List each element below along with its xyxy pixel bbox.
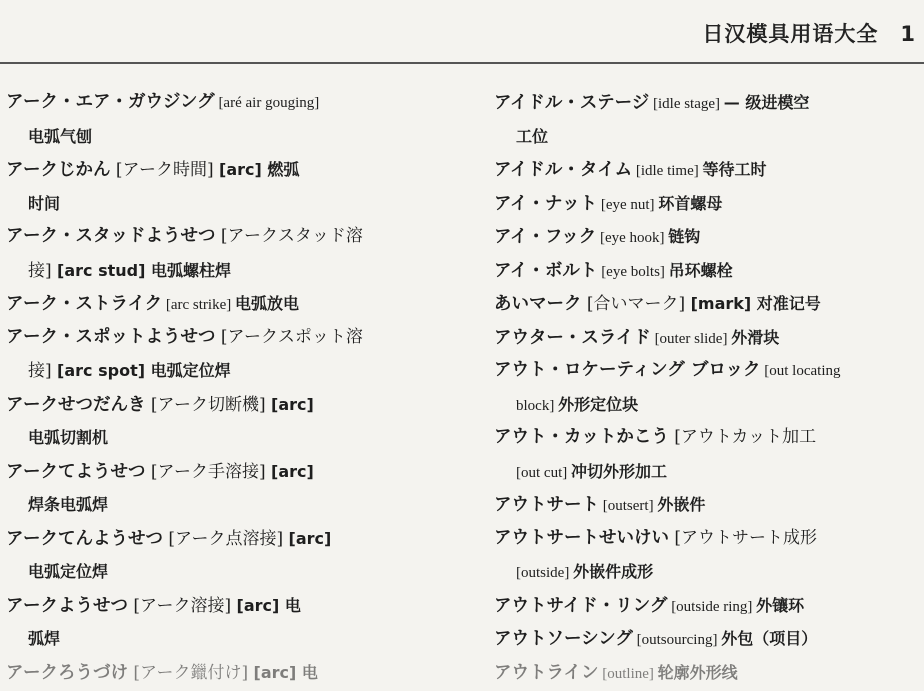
entry-translation: [mark] 对准记号 bbox=[690, 294, 821, 313]
entry-translation: 外镶环 bbox=[756, 595, 805, 615]
entry-headword: アウト・ロケーティング ブロック bbox=[494, 360, 761, 380]
entry-line bbox=[494, 455, 924, 489]
entry-english: [out locating bbox=[760, 363, 841, 379]
entry-english: [eye hook] bbox=[596, 230, 669, 246]
entry-line bbox=[6, 120, 456, 154]
entry-kanji: [アウトカット加工 bbox=[668, 427, 817, 447]
entry-line bbox=[494, 86, 924, 120]
entry-translation: [arc] 燃弧 bbox=[219, 160, 300, 179]
entry-line bbox=[494, 522, 924, 556]
entry-headword: アークじかん bbox=[6, 160, 111, 180]
entry-line bbox=[6, 455, 456, 489]
entry-english: [outer slide] bbox=[650, 330, 732, 347]
entry-english: [outsert] bbox=[599, 498, 658, 514]
entry-headword: あいマーク bbox=[494, 294, 582, 314]
entry-line bbox=[6, 656, 456, 690]
entry-line bbox=[6, 421, 456, 455]
entry-translation: [arc] bbox=[271, 394, 314, 414]
entry-english: [outline] bbox=[598, 665, 658, 682]
entry-translation: 焊条电弧焊 bbox=[28, 495, 109, 514]
entry-kanji: [アーク切断機] bbox=[145, 394, 272, 415]
entry-headword: アイドル・タイム bbox=[494, 160, 633, 180]
entry-translation: 外形定位块 bbox=[558, 394, 639, 414]
entry-headword: アークようせつ bbox=[6, 595, 128, 616]
entry-line bbox=[494, 555, 924, 589]
entry-line bbox=[6, 86, 456, 120]
entry-english: [idle time] bbox=[632, 163, 703, 179]
entry-line bbox=[494, 287, 924, 321]
entry-translation: 吊环螺栓 bbox=[668, 260, 733, 280]
entry-translation: 电弧定位焊 bbox=[28, 562, 109, 581]
entry-headword: アークてようせつ bbox=[6, 461, 146, 482]
entry-translation: 时间 bbox=[28, 193, 61, 213]
entry-translation: 外包（项目） bbox=[721, 629, 818, 648]
entry-line bbox=[6, 589, 456, 623]
entry-english: [outside] bbox=[516, 565, 574, 581]
entry-headword: アイ・ナット bbox=[494, 193, 598, 214]
entry-line bbox=[6, 254, 456, 288]
entry-headword: アーク・ストライク bbox=[6, 294, 163, 314]
entry-line bbox=[494, 622, 924, 656]
entry-translation: 轮廓外形线 bbox=[657, 662, 738, 682]
entry-headword: アイ・ボルト bbox=[494, 260, 598, 281]
entry-english: [outsourcing] bbox=[632, 632, 722, 648]
entry-translation: [arc] 电 bbox=[236, 595, 301, 615]
entry-line bbox=[6, 522, 456, 556]
entry-translation: 外滑块 bbox=[731, 327, 780, 347]
entry-headword: アーク・スポットようせつ bbox=[6, 326, 216, 347]
entry-line bbox=[494, 187, 924, 221]
right-column bbox=[494, 86, 924, 689]
entry-headword: アウター・スライド bbox=[494, 327, 651, 348]
entry-headword: アークろうづけ bbox=[6, 662, 128, 683]
entry-translation: [arc spot] 电弧定位焊 bbox=[57, 361, 231, 380]
entry-translation: 电弧切割机 bbox=[28, 428, 109, 447]
entry-line bbox=[6, 287, 456, 321]
entry-translation: 电弧气刨 bbox=[28, 126, 93, 146]
entry-headword: アウト・カットかこう bbox=[494, 427, 669, 447]
entry-headword: アーク・スタッドようせつ bbox=[6, 226, 216, 246]
entry-line bbox=[494, 153, 924, 187]
entry-kanji: [アーク鑞付け] bbox=[127, 662, 254, 683]
entry-headword: アウトサートせいけい bbox=[494, 527, 669, 548]
book-title: 日汉模具用语大全 bbox=[702, 22, 879, 46]
entry-headword: アウトソーシング bbox=[494, 629, 633, 649]
running-header bbox=[702, 18, 916, 48]
entry-translation: 等待工时 bbox=[702, 160, 767, 179]
entry-line bbox=[6, 555, 456, 589]
entry-english: [eye bolts] bbox=[597, 263, 669, 280]
entry-translation: 弧焊 bbox=[28, 629, 61, 648]
entry-line bbox=[6, 388, 456, 422]
entry-line bbox=[494, 354, 924, 388]
entry-line bbox=[6, 187, 456, 221]
entry-translation: 冲切外形加工 bbox=[570, 461, 667, 481]
entry-line bbox=[6, 153, 456, 187]
entry-english: [aré air gouging] bbox=[214, 95, 320, 111]
entry-translation: [arc] bbox=[288, 528, 332, 548]
entry-english: [outside ring] bbox=[667, 598, 757, 615]
entry-kanji: 接] bbox=[28, 361, 58, 381]
entry-headword: アーク・エア・ガウジング bbox=[6, 92, 215, 112]
entry-kanji: [アーク点溶接] bbox=[162, 528, 289, 549]
entry-kanji: [アーク溶接] bbox=[127, 595, 237, 616]
entry-line bbox=[6, 488, 456, 522]
entry-kanji: [アーク手溶接] bbox=[145, 461, 272, 482]
entry-headword: アイ・フック bbox=[494, 227, 597, 247]
entry-english: [idle stage] bbox=[649, 96, 724, 112]
entry-translation: [arc stud] 电弧螺柱焊 bbox=[57, 260, 232, 280]
entry-english: [eye nut] bbox=[597, 196, 659, 213]
entry-line bbox=[6, 321, 456, 355]
entry-kanji: [アークスタッド溶 bbox=[215, 226, 363, 246]
header-rule bbox=[0, 62, 924, 64]
entry-translation: 外嵌件成形 bbox=[573, 562, 654, 581]
entry-line bbox=[494, 254, 924, 288]
entry-translation: [arc] 电 bbox=[253, 662, 318, 682]
entry-line bbox=[494, 488, 924, 522]
entry-translation: 工位 bbox=[516, 126, 549, 146]
entry-line bbox=[494, 321, 924, 355]
entry-translation: — 级进模空 bbox=[723, 93, 810, 112]
entry-kanji: 接] bbox=[28, 260, 58, 281]
entry-kanji: [合いマーク] bbox=[581, 294, 691, 314]
entry-line bbox=[494, 656, 924, 690]
entry-translation: 链钩 bbox=[668, 227, 701, 246]
entry-translation: 电弧放电 bbox=[235, 294, 300, 313]
entry-translation: 环首螺母 bbox=[658, 193, 723, 213]
left-column bbox=[6, 86, 456, 689]
entry-line bbox=[6, 220, 456, 254]
entry-headword: アークせつだんき bbox=[6, 394, 146, 415]
entry-translation: 外嵌件 bbox=[657, 495, 706, 514]
entry-line bbox=[494, 120, 924, 154]
entry-line bbox=[494, 388, 924, 422]
entry-headword: アウトサイド・リング bbox=[494, 595, 668, 616]
entry-kanji: [アーク時間] bbox=[110, 160, 220, 180]
entry-headword: アークてんようせつ bbox=[6, 528, 163, 549]
entry-line bbox=[494, 589, 924, 623]
entry-kanji: [アウトサート成形 bbox=[669, 527, 818, 548]
entry-headword: アイドル・ステージ bbox=[494, 93, 650, 113]
entry-english: [arc strike] bbox=[162, 297, 235, 313]
entry-line bbox=[494, 421, 924, 455]
page-number: 1 bbox=[900, 22, 916, 46]
entry-line bbox=[6, 354, 456, 388]
entry-kanji: [アークスポット溶 bbox=[215, 326, 363, 347]
entry-translation: [arc] bbox=[271, 461, 314, 481]
entry-english: [out cut] bbox=[516, 464, 571, 481]
entry-headword: アウトサート bbox=[494, 495, 599, 515]
entry-line bbox=[494, 220, 924, 254]
entry-headword: アウトライン bbox=[494, 662, 599, 683]
entry-english: block] bbox=[516, 397, 559, 414]
entry-line bbox=[6, 622, 456, 656]
